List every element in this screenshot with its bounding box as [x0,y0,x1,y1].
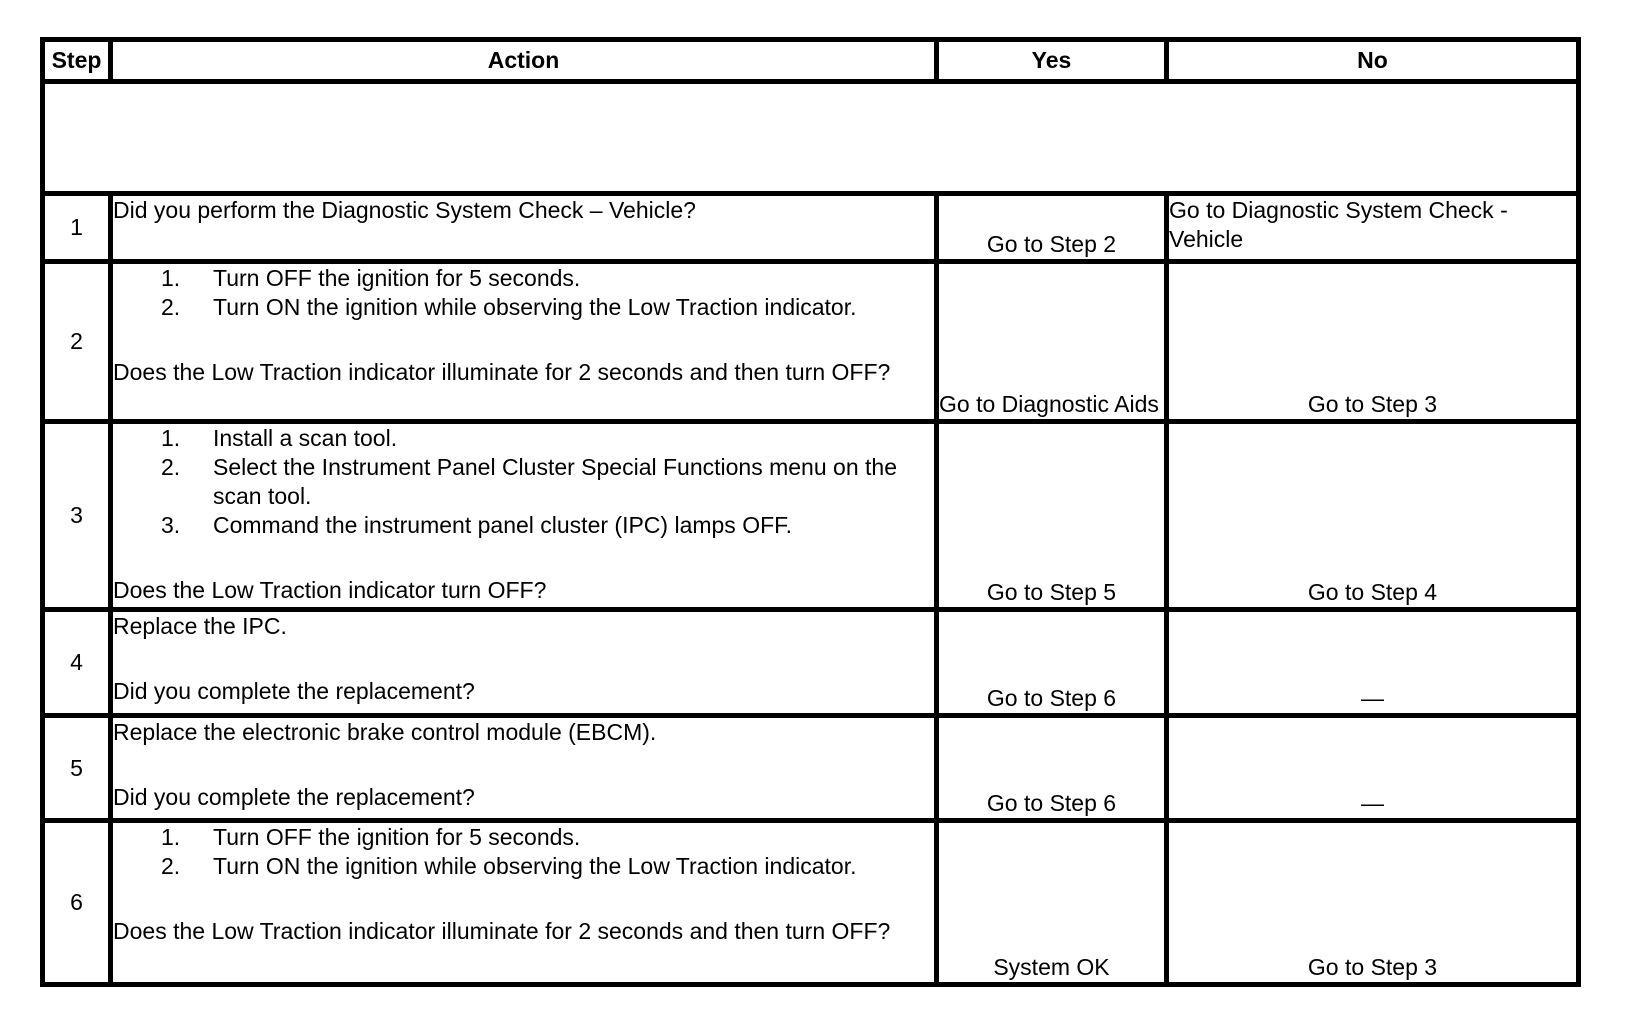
step-number: 3 [43,422,111,610]
question-text: Did you perform the Diagnostic System Check – Vehicle? [113,197,696,223]
no-cell: Go to Step 3 [1167,821,1579,985]
step-number: 6 [43,821,111,985]
list-item [113,823,934,852]
yes-cell: System OK [937,821,1167,985]
diagnostic-table [40,37,1581,987]
blank-row [43,82,1579,194]
list-item-number: 2. [161,294,181,320]
step-number: 5 [43,716,111,821]
no-cell: — [1167,610,1579,716]
list-item-text: Select the Instrument Panel Cluster Special Functions menu on the scan tool. [213,454,897,509]
list-item [113,293,934,322]
instruction-list [113,424,934,540]
action-cell [111,716,937,821]
table-row-step-6 [43,821,1579,985]
yes-cell: Go to Step 5 [937,422,1167,610]
list-item [113,511,934,540]
action-cell [111,610,937,716]
list-item [113,852,934,881]
list-item-number: 3. [161,512,181,538]
instruction-text: Replace the electronic brake control module (EBCM). [113,719,657,745]
list-item [113,453,934,511]
list-item-text: Turn ON the ignition while observing the Low Traction indicator. [213,294,857,320]
list-item-text: Turn OFF the ignition for 5 seconds. [213,265,581,291]
header-yes: Yes [937,40,1167,82]
question-text: Did you complete the replacement? [113,678,475,704]
question-text: Does the Low Traction indicator turn OFF? [113,577,547,603]
no-cell: — [1167,716,1579,821]
question-text: Did you complete the replacement? [113,784,475,810]
header-action: Action [111,40,937,82]
no-cell: Go to Step 4 [1167,422,1579,610]
action-cell [111,262,937,422]
yes-cell: Go to Step 6 [937,716,1167,821]
step-number: 4 [43,610,111,716]
list-item-number: 1. [161,824,181,850]
list-item [113,264,934,293]
list-item-number: 2. [161,853,181,879]
blank-cell [43,82,1579,194]
list-item-text: Command the instrument panel cluster (IPC) lamps OFF. [213,512,793,538]
instruction-list [113,823,934,881]
action-cell [111,821,937,985]
yes-cell: Go to Step 2 [937,194,1167,262]
step-number: 1 [43,194,111,262]
list-item-number: 1. [161,265,181,291]
header-step: Step [43,40,111,82]
yes-cell: Go to Step 6 [937,610,1167,716]
table-row-step-1 [43,194,1579,262]
list-item-text: Turn ON the ignition while observing the Low Traction indicator. [213,853,857,879]
instruction-list [113,264,934,322]
table-row-step-5 [43,716,1579,821]
list-item [113,424,934,453]
list-item-text: Turn OFF the ignition for 5 seconds. [213,824,581,850]
list-item-text: Install a scan tool. [213,425,398,451]
question-text: Does the Low Traction indicator illuminate for 2 seconds and then turn OFF? [113,359,891,385]
list-item-number: 1. [161,425,181,451]
no-cell: Go to Step 3 [1167,262,1579,422]
question-text: Does the Low Traction indicator illuminate for 2 seconds and then turn OFF? [113,918,891,944]
step-number: 2 [43,262,111,422]
header-no: No [1167,40,1579,82]
action-cell [111,422,937,610]
no-cell: Go to Diagnostic System Check - Vehicle [1167,194,1579,262]
table-row-step-3 [43,422,1579,610]
action-cell [111,194,937,262]
header-row [43,40,1579,82]
table-row-step-4 [43,610,1579,716]
table-row-step-2 [43,262,1579,422]
instruction-text: Replace the IPC. [113,613,287,639]
list-item-number: 2. [161,454,181,480]
yes-cell: Go to Diagnostic Aids [937,262,1167,422]
